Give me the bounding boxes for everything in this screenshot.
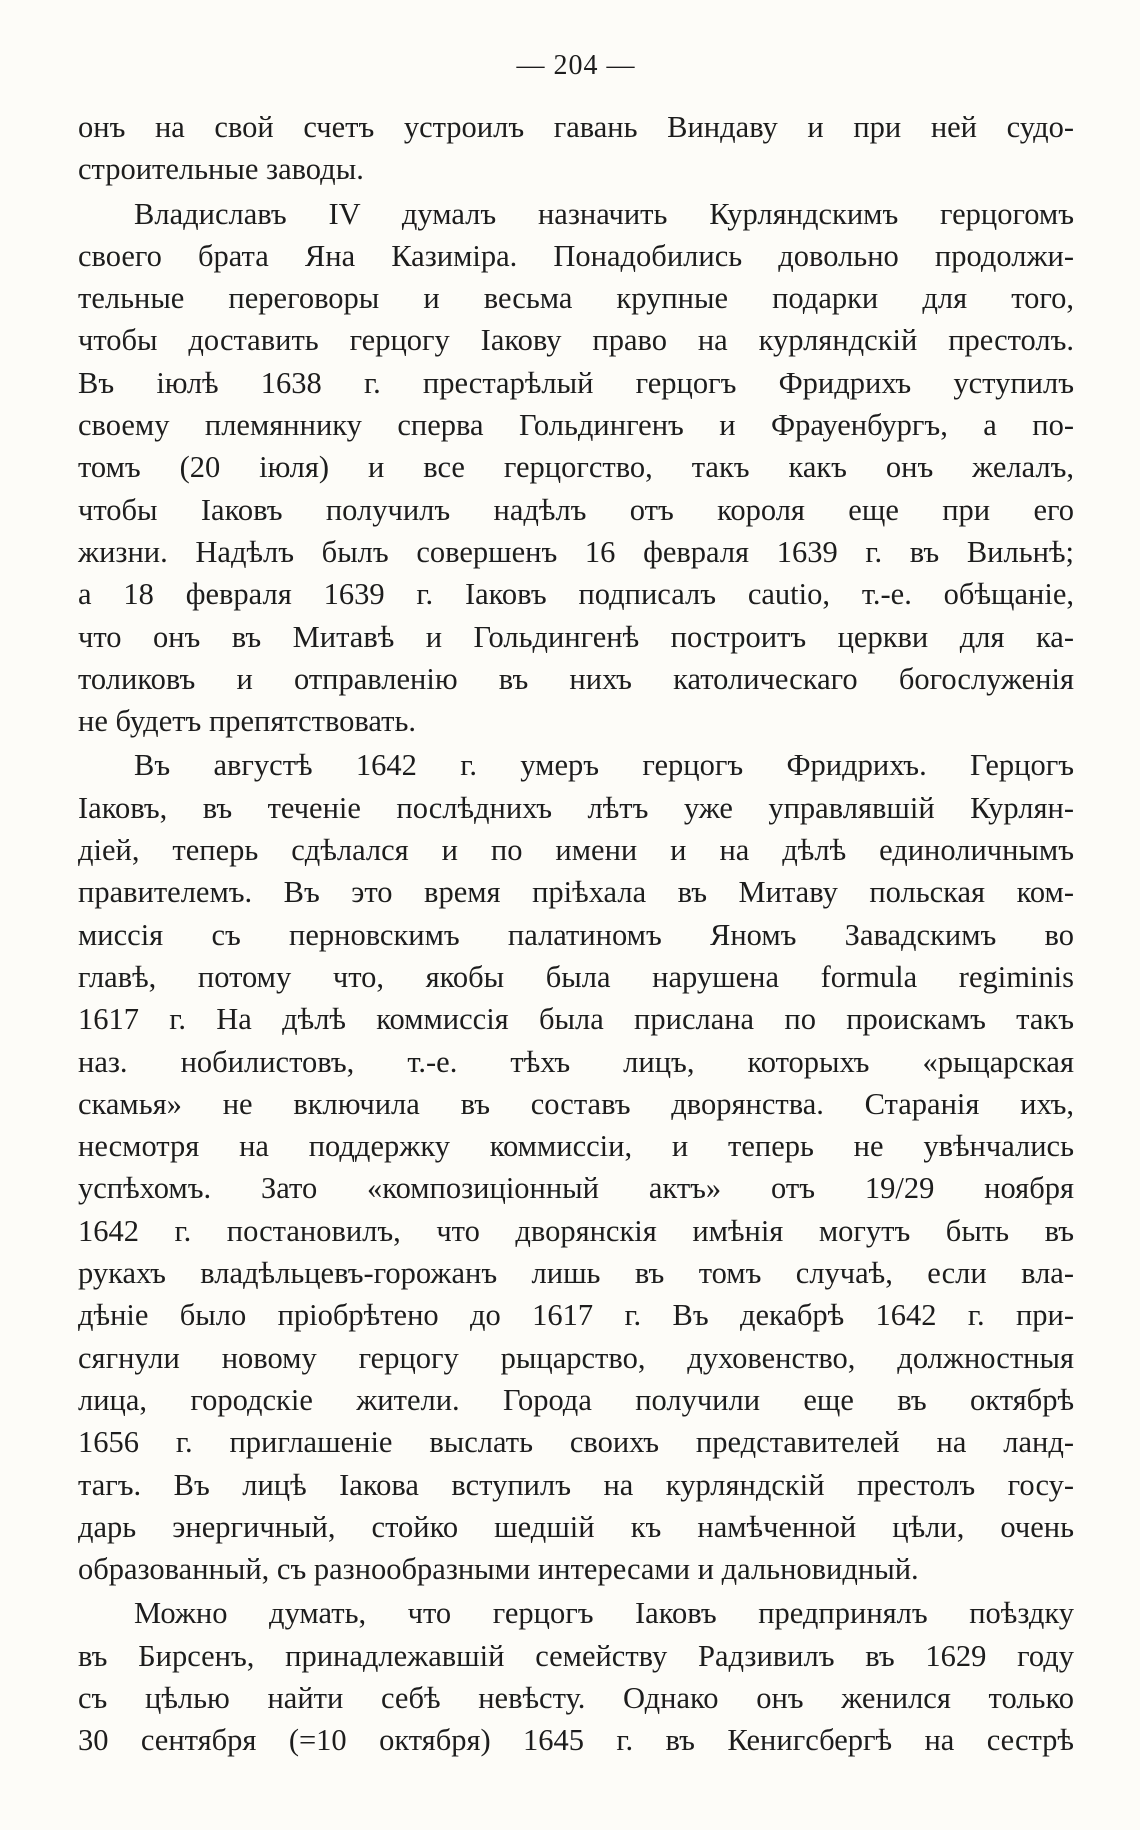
paragraph-4 <box>78 1592 1074 1761</box>
text-line: что онъ въ Митавѣ и Гольдингенѣ построитъ церкви для ка- <box>78 619 1074 654</box>
text-line: дѣніе было пріобрѣтено до 1617 г. Въ декабрѣ 1642 г. при- <box>78 1298 1074 1333</box>
text-line: онъ на свой счетъ устроилъ гавань Виндаву и при ней судо- <box>78 110 1074 144</box>
text-line: Въ іюлѣ 1638 г. престарѣлый герцогъ Фридрихъ уступилъ <box>78 365 1074 400</box>
text-line: чтобы Іаковъ получилъ надѣлъ отъ короля еще при его <box>78 492 1074 527</box>
text-line: успѣхомъ. Зато «композиціонный актъ» отъ 19/29 ноября <box>78 1171 1074 1206</box>
text-line: рукахъ владѣльцевъ-горожанъ лишь въ томъ случаѣ, если вла- <box>78 1256 1074 1291</box>
text-line: своему племяннику сперва Гольдингенъ и Фрауенбургъ, а по- <box>78 408 1074 443</box>
text-line: тельные переговоры и весьма крупные подарки для того, <box>78 281 1074 316</box>
text-line: въ Бирсенъ, принадлежавшій семейству Радзивилъ въ 1629 году <box>78 1638 1074 1673</box>
paragraph-3 <box>78 744 1074 1590</box>
text-line: томъ (20 іюля) и все герцогство, такъ какъ онъ желалъ, <box>78 450 1074 485</box>
text-line: наз. нобилистовъ, т.-е. тѣхъ лицъ, которыхъ «рыцарская <box>78 1044 1074 1079</box>
page-number: — 204 — <box>516 50 636 81</box>
text-line: чтобы доставить герцогу Іакову право на курляндскій престолъ. <box>78 323 1074 358</box>
text-line: Можно думать, что герцогъ Іаковъ предпринялъ поѣздку <box>134 1596 1074 1631</box>
text-line: дарь энергичный, стойко шедшій къ намѣченной цѣли, очень <box>78 1509 1074 1544</box>
text-line: своего брата Яна Казиміра. Понадобились довольно продолжи- <box>78 238 1074 273</box>
text-line: съ цѣлью найти себѣ невѣсту. Однако онъ женился только <box>78 1680 1074 1715</box>
text-line: сягнули новому герцогу рыцарство, духовенство, должностныя <box>78 1340 1074 1375</box>
text-line: лица, городскіе жители. Города получили еще въ октябрѣ <box>78 1382 1074 1417</box>
text-line: діей, теперь сдѣлался и по имени и на дѣлѣ единоличнымъ <box>78 833 1074 868</box>
text-line: миссія съ перновскимъ палатиномъ Яномъ Завадскимъ во <box>78 917 1074 952</box>
text-line: скамья» не включила въ составъ дворянства. Старанія ихъ, <box>78 1086 1074 1121</box>
text-line: образованный, съ разнообразными интересами и дальновидный. <box>78 1552 919 1587</box>
text-line: главѣ, потому что, якобы была нарушена formula regiminis <box>78 959 1074 994</box>
paragraph-2 <box>78 193 1074 743</box>
text-line: Іаковъ, въ теченіе послѣднихъ лѣтъ уже управлявшій Курлян- <box>78 790 1074 825</box>
text-line: 1656 г. приглашеніе выслать своихъ представителей на ланд- <box>78 1425 1074 1460</box>
text-line: несмотря на поддержку коммиссіи, и теперь не увѣнчались <box>78 1129 1074 1164</box>
text-line: жизни. Надѣлъ былъ совершенъ 16 февраля 1639 г. въ Вильнѣ; <box>78 534 1074 569</box>
text-line: 30 сентября (=10 октября) 1645 г. въ Кенигсбергѣ на сестрѣ <box>78 1723 1074 1758</box>
paragraph-1 <box>78 106 1074 191</box>
text-line: правителемъ. Въ это время пріѣхала въ Митаву польская ком- <box>78 875 1074 910</box>
text-line: не будетъ препятствовать. <box>78 704 417 739</box>
text-line: а 18 февраля 1639 г. Іаковъ подписалъ cautio, т.-е. обѣщаніе, <box>78 577 1074 612</box>
text-line: тагъ. Въ лицѣ Іакова вступилъ на курляндскій престолъ госу- <box>78 1467 1074 1502</box>
text-line: строительные заводы. <box>78 152 364 187</box>
text-line: 1617 г. На дѣлѣ коммиссія была прислана по проискамъ такъ <box>78 1002 1074 1037</box>
text-line: Въ августѣ 1642 г. умеръ герцогъ Фридрихъ. Герцогъ <box>134 748 1074 783</box>
text-line: 1642 г. постановилъ, что дворянскія имѣнія могутъ быть въ <box>78 1213 1074 1248</box>
text-line: толиковъ и отправленію въ нихъ католическаго богослуженія <box>78 661 1074 696</box>
text-line: Владиславъ IV думалъ назначить Курляндскимъ герцогомъ <box>134 196 1074 231</box>
